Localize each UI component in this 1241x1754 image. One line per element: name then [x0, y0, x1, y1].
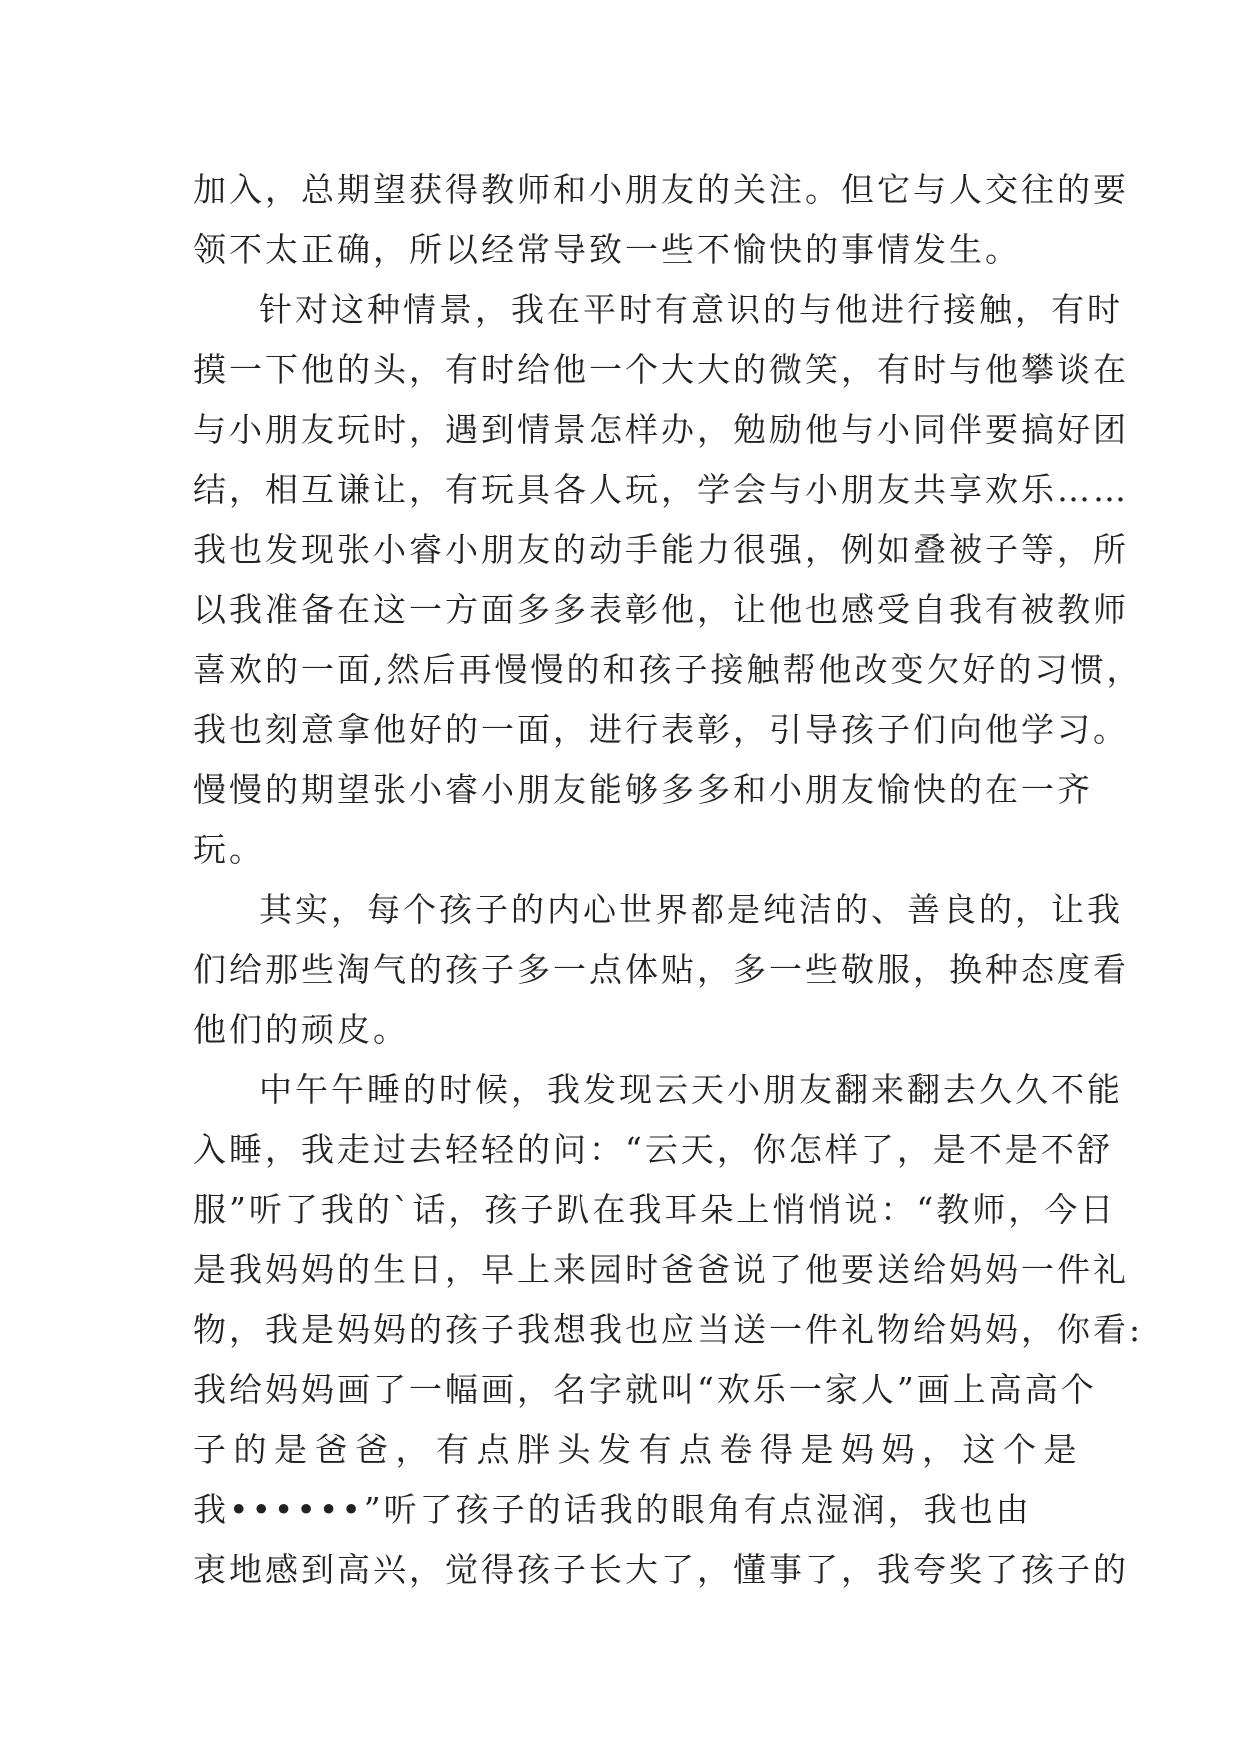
- text-line: 摸一下他的头，有时给他一个大大的微笑，有时与他攀谈在: [193, 350, 1129, 389]
- text-line: 加入，总期望获得教师和小朋友的关注。但它与人交往的要: [193, 170, 1129, 209]
- text-line-justified: 子的是爸爸，有点胖头发有点卷得是妈妈，这个是: [193, 1430, 1084, 1469]
- text-line: 领不太正确，所以经常导致一些不愉快的事情发生。: [193, 230, 1021, 269]
- text-line: 喜欢的一面,然后再慢慢的和孩子接触帮他改变欠好的习惯，: [193, 650, 1143, 689]
- text-line: 物，我是妈妈的孩子我想我也应当送一件礼物给妈妈，你看:: [193, 1310, 1144, 1349]
- paragraph-start-line: 针对这种情景，我在平时有意识的与他进行接触，有时: [259, 290, 1123, 329]
- text-line: 玩。: [193, 830, 265, 869]
- text-line: 入睡，我走过去轻轻的问：“云天，你怎样了，是不是不舒: [193, 1130, 1113, 1169]
- text-line: 我••••••”听了孩子的话我的眼角有点湿润，我也由: [193, 1490, 1032, 1529]
- text-line: 是我妈妈的生日，早上来园时爸爸说了他要送给妈妈一件礼: [193, 1250, 1129, 1289]
- text-line: 与小朋友玩时，遇到情景怎样办，勉励他与小同伴要搞好团: [193, 410, 1129, 449]
- text-line: 结，相互谦让，有玩具各人玩，学会与小朋友共享欢乐……: [193, 470, 1129, 509]
- text-line: 慢慢的期望张小睿小朋友能够多多和小朋友愉快的在一齐: [193, 770, 1093, 809]
- paragraph-start-line: 其实，每个孩子的内心世界都是纯洁的、善良的，让我: [259, 890, 1123, 929]
- text-line: 们给那些淘气的孩子多一点体贴，多一些敬服，换种态度看: [193, 950, 1129, 989]
- body-text: [193, 160, 1144, 1600]
- text-line: 衷地感到高兴，觉得孩子长大了，懂事了，我夸奖了孩子的: [193, 1550, 1129, 1589]
- paragraph-start-line: 中午午睡的时候，我发现云天小朋友翻来翻去久久不能: [259, 1070, 1123, 1109]
- text-line: 服”听了我的`话，孩子趴在我耳朵上悄悄说：“教师，今日: [193, 1190, 1117, 1229]
- text-line: 以我准备在这一方面多多表彰他，让他也感受自我有被教师: [193, 590, 1129, 629]
- text-line: 我给妈妈画了一幅画，名字就叫“欢乐一家人”画上高高个: [193, 1370, 1097, 1409]
- text-line: 我也刻意拿他好的一面，进行表彰，引导孩子们向他学习。: [193, 710, 1129, 749]
- text-line: 我也发现张小睿小朋友的动手能力很强，例如叠被子等，所: [193, 530, 1129, 569]
- text-line: 他们的顽皮。: [193, 1010, 409, 1049]
